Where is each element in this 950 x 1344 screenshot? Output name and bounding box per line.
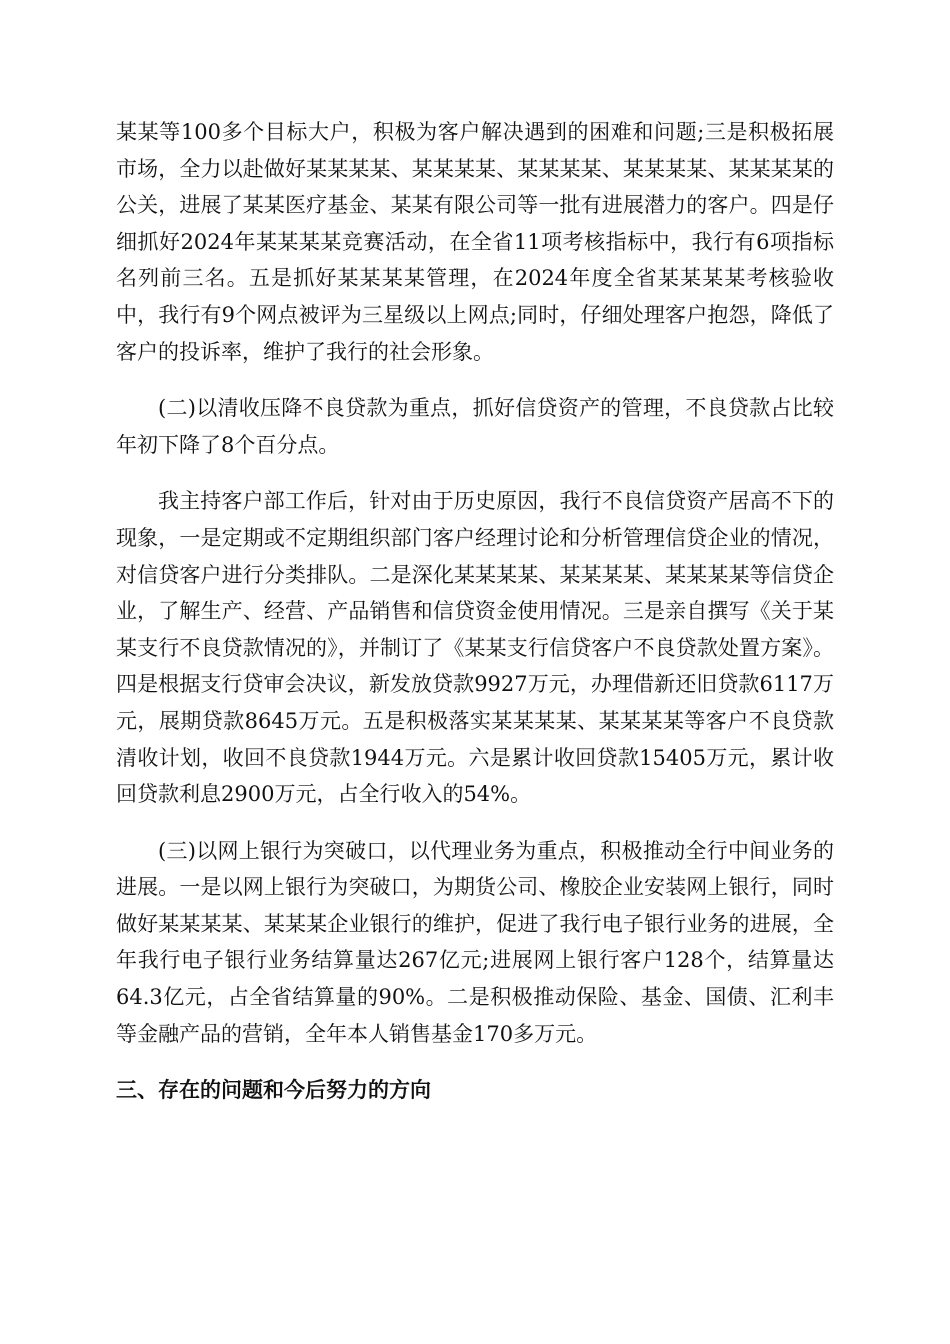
paragraph-subheading-3: (三)以网上银行为突破口，以代理业务为重点，积极推动全行中间业务的进展。一是以网上银行为突破口，为期货公司、橡胶企业安装网上银行，同时做好某某某某、某某某企业银行的维护，促进了我行电子银行业务的进展，全年我行电子银行业务结算量达267亿元;进展网上银行客户128个，结算量达64.3亿元，占全省结算量的90%。二是积极推动保险、基金、国债、汇利丰等金融产品的营销，全年本人销售基金170多万元。 <box>116 838 834 1046</box>
section-heading: 三、存在的问题和今后努力的方向 <box>116 1078 431 1103</box>
paragraph-bad-loans: 我主持客户部工作后，针对由于历史原因，我行不良信贷资产居高不下的现象，一是定期或不定期组织部门客户经理讨论和分析管理信贷企业的情况，对信贷客户进行分类排队。二是深化某某某某、某某某某、某某某某等信贷企业，了解生产、经营、产品销售和信贷资金使用情况。三是亲自撰写《关于某某支行不良贷款情况的》，并制订了《某某支行信贷客户不良贷款处置方案》。四是根据支行贷审会决议，新发放贷款9927万元，办理借新还旧贷款6117万元，展期贷款8645万元。五是积极落实某某某某、某某某某等客户不良贷款清收计划，收回不良贷款1944万元。六是累计收回贷款15405万元，累计收回贷款利息2900万元，占全行收入的54%。 <box>116 489 834 807</box>
paragraph-continuation: 某某等100多个目标大户，积极为客户解决遇到的困难和问题;三是积极拓展市场，全力以赴做好某某某某、某某某某、某某某某、某某某某、某某某某的公关，进展了某某医疗基金、某某有限公司等一批有进展潜力的客户。四是仔细抓好2024年某某某某竞赛活动，在全省11项考核指标中，我行有6项指标名列前三名。五是抓好某某某某管理，在2024年度全省某某某某考核验收中，我行有9个网点被评为三星级以上网点;同时，仔细处理客户抱怨，降低了客户的投诉率，维护了我行的社会形象。 <box>116 120 834 364</box>
paragraph-subheading-2: (二)以清收压降不良贷款为重点，抓好信贷资产的管理，不良贷款占比较年初下降了8个百分点。 <box>116 396 834 457</box>
document-body <box>116 114 834 1109</box>
